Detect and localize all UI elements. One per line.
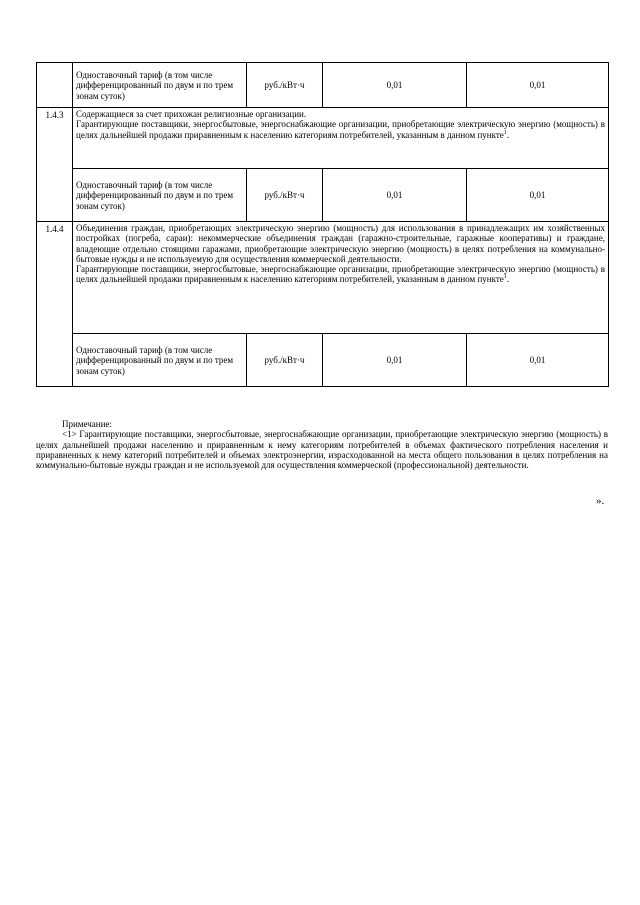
table-row	[37, 63, 609, 108]
note-title: Примечание:	[62, 419, 112, 429]
footnote-mark: 1	[503, 129, 507, 136]
closing-quote: ».	[596, 495, 605, 507]
value-cell: 0,01	[323, 63, 467, 108]
section-text: Гарантирующие поставщики, энергосбытовые, энергоснабжающие организации, приобретающие электрическую энергию (мощность) в целях дальнейшей продажи приравненным к населению категориям потребителей, указанным в данном пункте$^1$.	[76, 119, 605, 140]
number-cell	[37, 63, 73, 108]
unit-cell: руб./кВт·ч	[247, 63, 323, 108]
section-text: Объединения граждан, приобретающих электрическую энергию (мощность) для использования в принадлежащих им хозяйственных постройках (погреба, сараи): некоммерческие объединения граждан (гаражно-строительные, гаражные кооперативы) и граждане, владеющие отдельно стоящими гаражами, приобретающие электрическую энергию (мощность) в целях потребления на коммунально-бытовые нужды и не используемую для осуществления коммерческой деятельности.	[76, 223, 605, 264]
table-row	[37, 169, 609, 222]
table-row	[37, 334, 609, 387]
tariff-name-cell: Одноставочный тариф (в том числе дифференцированный по двум и по трем зонам суток)	[73, 169, 247, 222]
footnote-mark: 1	[503, 274, 507, 281]
section-text-body: Гарантирующие поставщики, энергосбытовые, энергоснабжающие организации, приобретающие электрическую энергию (мощность) в целях дальнейшей продажи приравненным к населению категориям потребителей, указанным в данном пункте	[76, 264, 605, 285]
table-row	[37, 222, 609, 334]
section-description	[73, 222, 609, 334]
value-cell: 0,01	[467, 334, 609, 387]
value-cell: 0,01	[467, 169, 609, 222]
value-cell: 0,01	[323, 334, 467, 387]
tariff-table	[36, 62, 609, 387]
section-number: 1.4.3	[37, 108, 73, 222]
unit-cell: руб./кВт·ч	[247, 334, 323, 387]
note-text: <1> Гарантирующие поставщики, энергосбытовые, энергоснабжающие организации, приобретающие электрическую энергию (мощность) в целях дальнейшей продажи населению и приравненным к нему категориям потребителей в объемах фактического потребления населения и приравненных к нему категорий потребителей и объемах электроэнергии, израсходованной на места общего пользования в целях потребления на коммунально-бытовые нужды граждан и не используемой для осуществления коммерческой (профессиональной) деятельности.	[36, 429, 608, 471]
section-title: Содержащиеся за счет прихожан религиозные организации.	[76, 109, 307, 119]
table-row	[37, 108, 609, 169]
unit-cell: руб./кВт·ч	[247, 169, 323, 222]
value-cell: 0,01	[323, 169, 467, 222]
value-cell: 0,01	[467, 63, 609, 108]
section-text: Гарантирующие поставщики, энергосбытовые, энергоснабжающие организации, приобретающие электрическую энергию (мощность) в целях дальнейшей продажи приравненным к населению категориям потребителей, указанным в данном пункте$^1$.	[76, 264, 605, 285]
section-number: 1.4.4	[37, 222, 73, 387]
section-text-body: Гарантирующие поставщики, энергосбытовые, энергоснабжающие организации, приобретающие электрическую энергию (мощность) в целях дальнейшей продажи приравненным к населению категориям потребителей, указанным в данном пункте	[76, 119, 605, 140]
tariff-name-cell: Одноставочный тариф (в том числе дифференцированный по двум и по трем зонам суток)	[73, 63, 247, 108]
tariff-name-cell: Одноставочный тариф (в том числе дифференцированный по двум и по трем зонам суток)	[73, 334, 247, 387]
note-block	[36, 419, 608, 470]
section-description	[73, 108, 609, 169]
